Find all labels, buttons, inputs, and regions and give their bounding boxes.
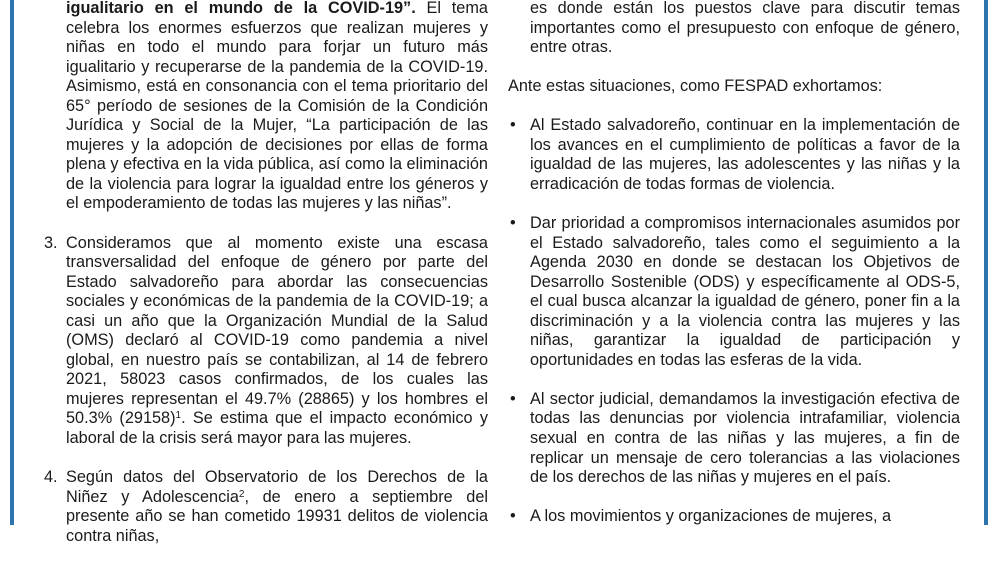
paragraph: [66, 0, 488, 214]
bullet-text: Dar prioridad a compromisos internacionales asumidos por el Estado salvadoreño, tales como el seguimiento a la Agenda 2030 en donde se destacan los Objetivos de Desarrollo Sostenible (ODS) y específicamente al ODS-5, el cual busca alcanzar la igualdad de género, poner fin a la discriminación y a la violencia contra las mujeres y las niñas, garantizar la igualdad de participación y oportunidades en todas las esferas de la vida.: [530, 214, 960, 369]
list-item-3: [44, 234, 488, 449]
bullet-item: [508, 116, 960, 194]
bullet-text: A los movimientos y organizaciones de mujeres, a: [530, 507, 892, 526]
exhortation-intro: Ante estas situaciones, como FESPAD exhortamos:: [508, 77, 883, 96]
bold-theme-title: igualitario en el mundo de la COVID-19”.: [66, 0, 416, 17]
left-column: [44, 0, 488, 566]
list-item-4: [44, 468, 488, 546]
left-accent-bar: [10, 0, 14, 525]
paragraph-text: , de enero a septiembre del presente año se han cometido 19931 delitos de violencia contra niñas,: [66, 487, 488, 545]
bullet-text: Al sector judicial, demandamos la investigación efectiva de todas las denuncias por violencia intrafamiliar, violencia sexual en contra de las niñas y las mujeres, a fin de replicar un mensaje de cero tolerancias a las violaciones de los derechos de las niñas y mujeres en el país.: [530, 389, 960, 487]
bullet-icon: •: [510, 214, 516, 233]
footnote-ref[interactable]: 2: [238, 488, 245, 500]
bullet-icon: •: [510, 507, 516, 526]
list-item-continued: [508, 0, 960, 58]
paragraph-text: . Se estima que el impacto económico y laboral de la crisis será mayor para las mujeres.: [66, 409, 488, 448]
paragraph: [66, 234, 488, 449]
list-number: 4.: [44, 468, 58, 487]
bullet-item: [508, 214, 960, 370]
paragraph-text: es donde están los puestos clave para discutir temas importantes como el presupuesto con enfoque de género, entre otras.: [530, 0, 960, 57]
bullet-icon: •: [510, 116, 516, 135]
right-accent-bar: [984, 0, 988, 525]
bullet-icon: •: [510, 389, 516, 408]
bullet-item: [508, 390, 960, 488]
paragraph-text: El tema celebra los enormes esfuerzos que realizan mujeres y niñas en todo el mundo para forjar un futuro más igualitario y recuperarse de la pandemia de la COVID-19. Asimismo, está en consonancia con el tema prioritario del 65° período de sesiones de la Comisión de la Condición Jurídica y Social de la Mujer, “La participación de las mujeres y la adopción de decisiones por ellas de forma plena y efectiva en la vida pública, así como la eliminación de la violencia para lograr la igualdad entre los géneros y el empoderamiento de todas las mujeres y las niñas”.: [66, 0, 488, 213]
bullet-item: [508, 507, 960, 527]
paragraph-text: Consideramos que al momento existe una escasa transversalidad del enfoque de género por parte del Estado salvadoreño para abordar las consecuencias sociales y económicas de la pandemia de la COVID-19; a casi un año que la Organización Mundial de la Salud (OMS) declaró al COVID-19 como pandemia a nivel global, en nuestro país se contabilizan, al 14 de febrero 2021, 58023 casos confirmados, de los cuales las mujeres representan el 49.7% (28865) y los hombres el 50.3% (29158): [66, 233, 488, 428]
list-item-2-continued: [44, 0, 488, 214]
bullet-text: Al Estado salvadoreño, continuar en la implementación de los avances en el cumplimiento de políticas a favor de la igualdad de las mujeres, las adolescentes y las niñas y la erradicación de todas formas de violencia.: [530, 116, 960, 193]
paragraph: [66, 468, 488, 546]
right-column: [508, 0, 960, 546]
paragraph-text: Según datos del Observatorio de los Derechos de la Niñez y Adolescencia: [66, 468, 488, 506]
footnote-ref[interactable]: 1: [175, 410, 182, 422]
list-number: 3.: [44, 233, 58, 252]
